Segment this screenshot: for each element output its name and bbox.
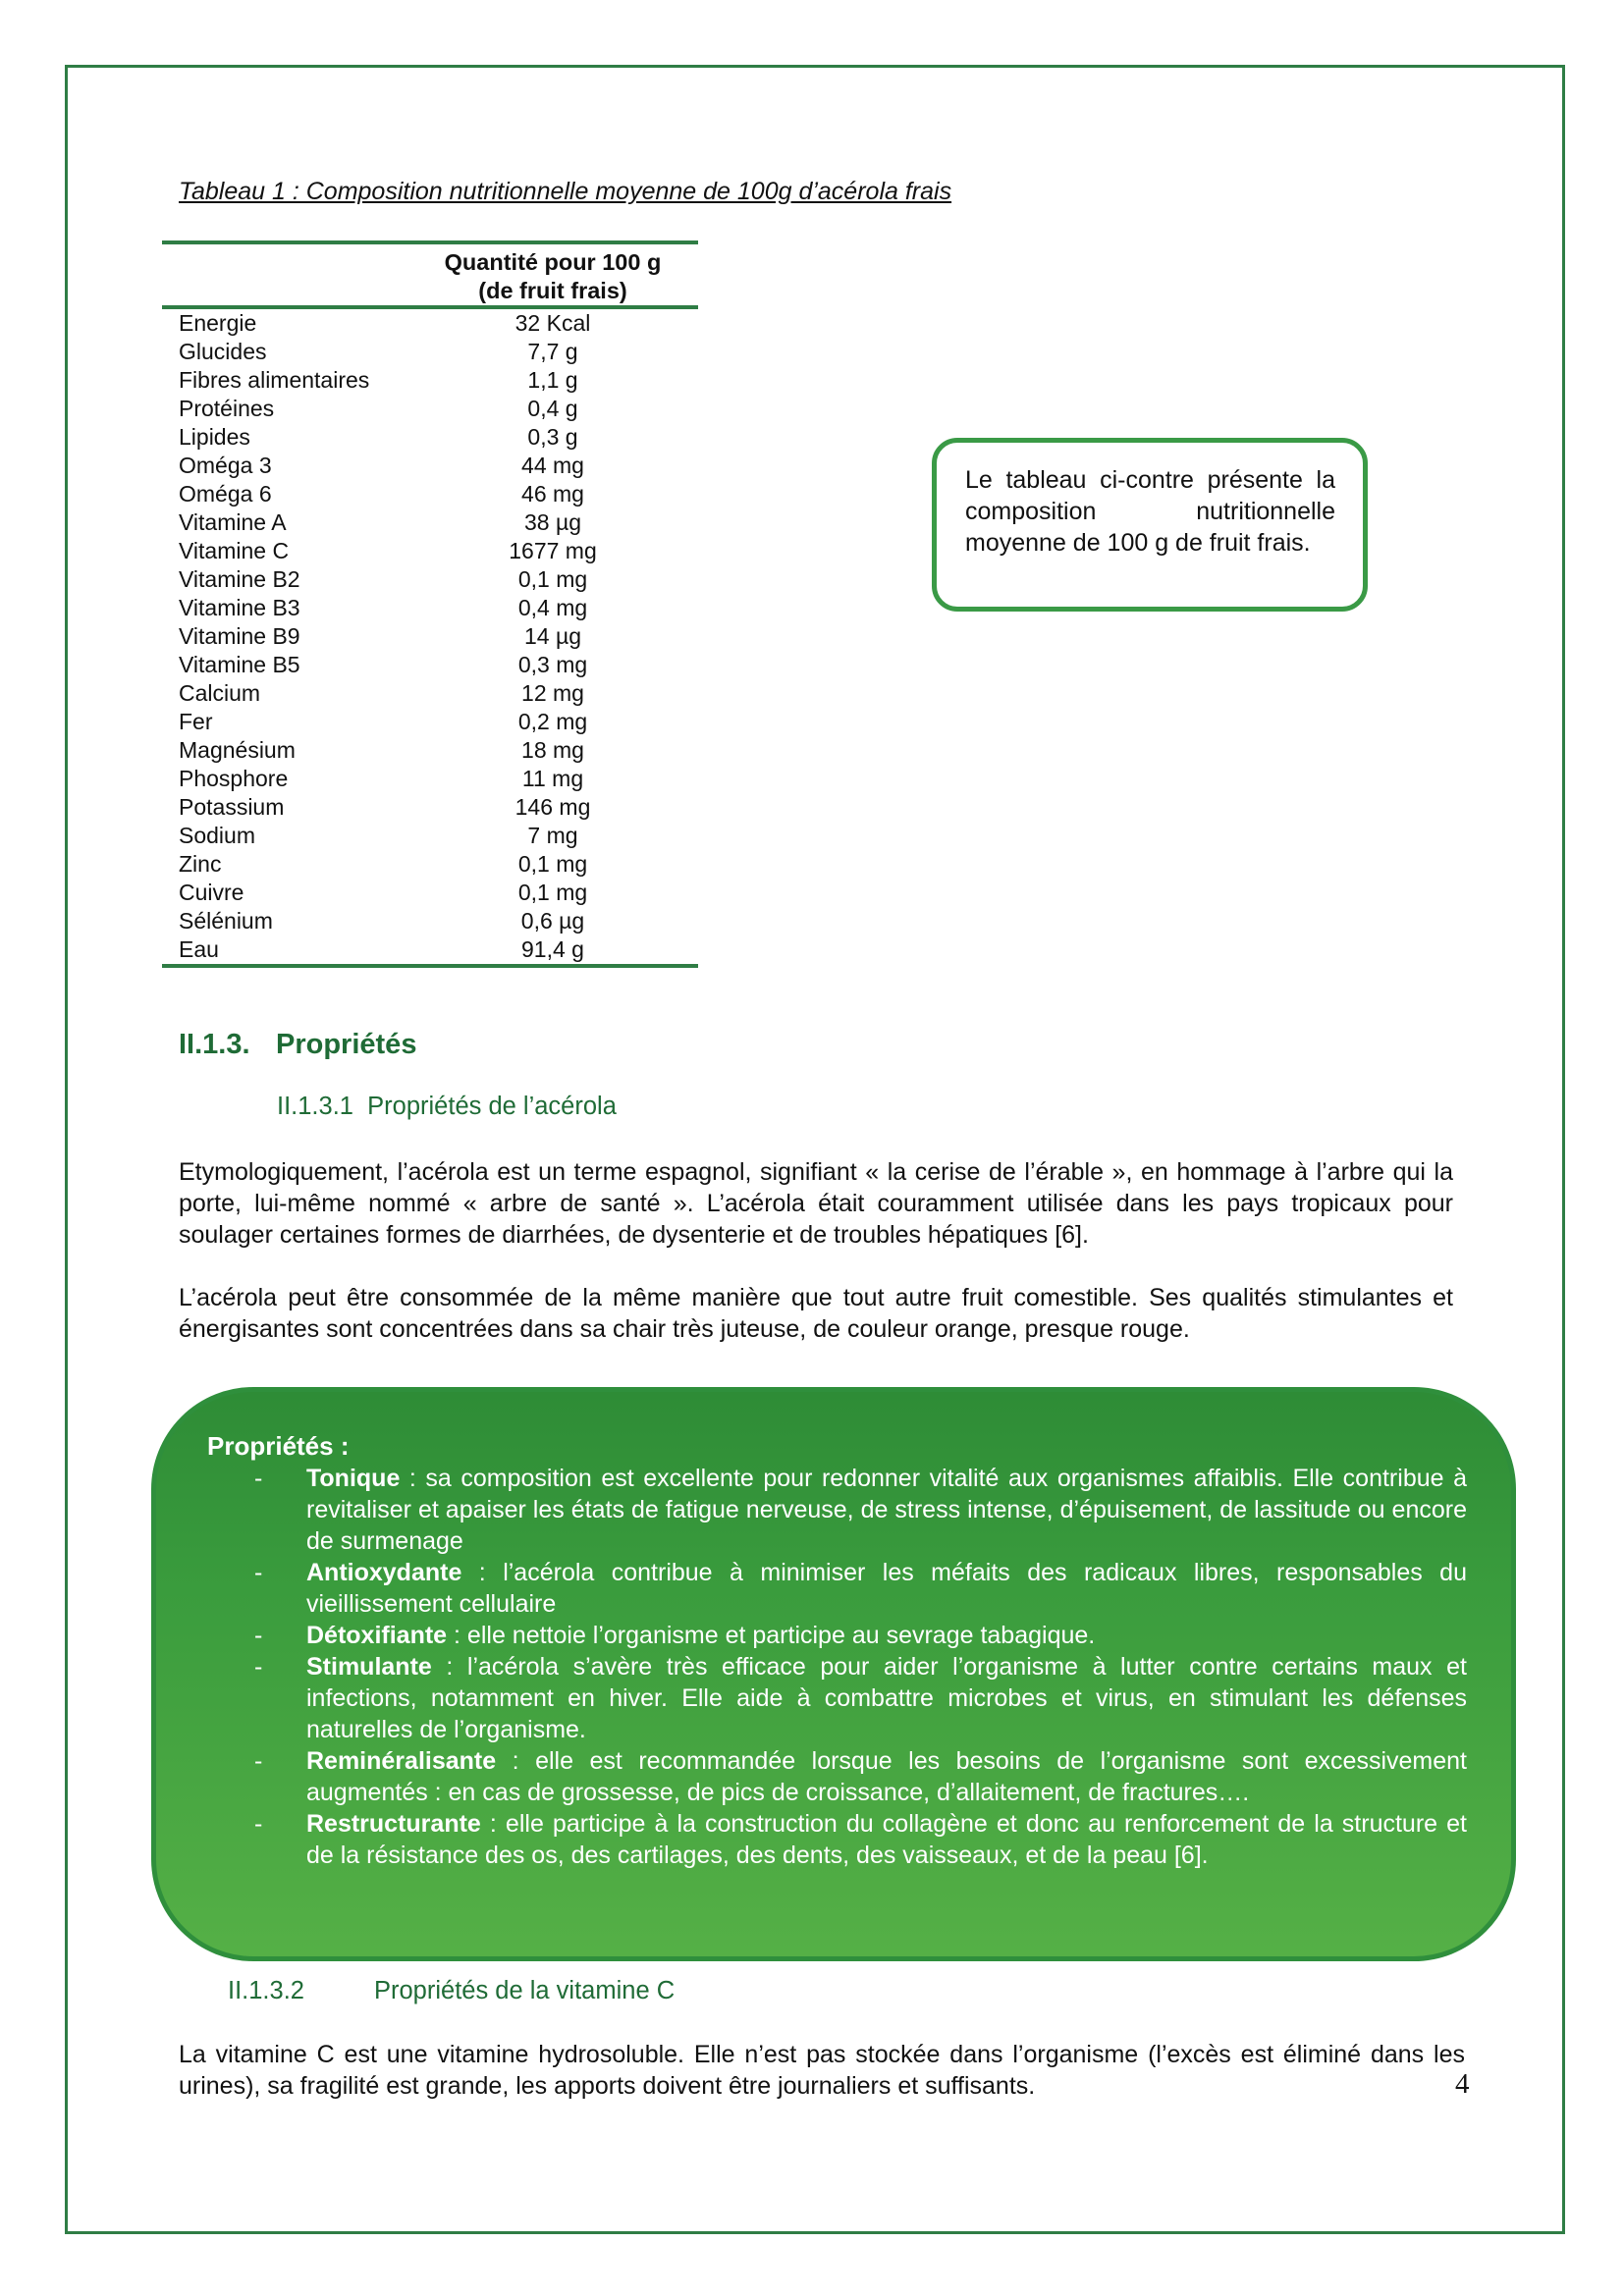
property-description: : elle participe à la construction du collagène et donc au renforcement de la structure et de la résistance des os, des cartilages, des dents, des vaisseaux, et de la peau [6]. [306,1810,1467,1869]
section-heading [179,1029,416,1061]
table-row [162,452,698,480]
subsection-2-number: II.1.3.2 [228,1977,304,2004]
table-row [162,423,698,452]
page-number: 4 [1455,2068,1470,2100]
bullet-dash: - [254,1810,263,1838]
nutrient-value: 46 mg [521,481,584,507]
bullet-dash: - [254,1747,263,1775]
nutrient-name: Fibres alimentaires [179,367,370,393]
nutrient-value: 0,3 g [527,424,578,450]
table-row [162,736,698,765]
nutrient-value: 0,2 mg [517,709,588,734]
nutrient-name: Sélénium [179,908,273,934]
paragraph-etymology: Etymologiquement, l’acérola est un terme espagnol, signifiant « la cerise de l’érable », en hommage à l’arbre qui la porte, lui-même nommé « arbre de santé ». L’acérola était couramment utilisée dans les pays tropicaux pour soulager certaines formes de diarrhées, de dysenterie et de troubles hépatiques [6]. [179,1158,1453,1249]
bullet-dash: - [254,1653,263,1681]
nutrient-value: 32 Kcal [514,310,591,336]
table-row [162,793,698,822]
bullet-dash: - [254,1559,263,1586]
properties-box [151,1387,1516,1961]
table-header-row [162,242,698,307]
nutrient-value: 91,4 g [407,935,698,966]
subsection-heading-1 [277,1093,617,1121]
nutrient-name: Lipides [179,424,250,450]
nutrient-value: 18 mg [521,737,584,763]
nutrient-name: Cuivre [179,880,244,905]
table-header-quantity [407,242,698,307]
nutrient-name: Vitamine B2 [179,566,300,592]
paragraph-vitamin-c: La vitamine C est une vitamine hydrosoluble. Elle n’est pas stockée dans l’organisme (l’excès est éliminé dans les urines), sa fragilité est grande, les apports doivent être journaliers et suffisants. [179,2041,1465,2100]
nutrient-name: Oméga 6 [179,481,272,507]
section-title: Propriétés [276,1029,417,1060]
table-row [162,480,698,508]
nutrient-value: 1677 mg [509,538,597,563]
table-row [162,338,698,366]
section-number: II.1.3. [179,1029,250,1060]
nutrient-value: 44 mg [521,453,584,478]
table-row [162,537,698,565]
table-row [162,907,698,935]
nutrient-name: Potassium [179,794,285,820]
nutrient-value: 0,1 mg [517,851,588,877]
table-row [162,395,698,423]
side-note-box: Le tableau ci-contre présente la composition nutritionnelle moyenne de 100 g de fruit frais. [932,438,1368,612]
table-header-empty [162,242,407,307]
property-description: : l’acérola contribue à minimiser les méfaits des radicaux libres, responsables du vieillissement cellulaire [306,1559,1467,1618]
table-header-line1: Quantité pour 100 g [444,249,662,275]
table-row [162,935,698,966]
nutrient-value: 38 µg [523,509,582,535]
property-term: Tonique [306,1465,401,1492]
nutrient-name: Vitamine B5 [179,652,300,677]
subsection-1-number: II.1.3.1 [277,1093,353,1120]
nutrient-name: Energie [179,310,257,336]
nutrient-value: 0,1 mg [517,566,588,592]
property-item [254,1745,1467,1808]
property-item [254,1463,1467,1557]
nutrient-name: Vitamine C [179,538,290,563]
subsection-1-title: Propriétés de l’acérola [367,1093,617,1120]
nutrient-name: Vitamine B3 [179,595,300,620]
property-term: Antioxydante [306,1559,462,1586]
table-row [162,651,698,679]
table-row [162,850,698,879]
nutrient-name: Magnésium [179,737,296,763]
paragraph-consumption: L’acérola peut être consommée de la même manière que tout autre fruit comestible. Ses qualités stimulantes et énergisantes sont concentrées dans sa chair très juteuse, de couleur orange, presque rouge. [179,1284,1453,1343]
subsection-2-title: Propriétés de la vitamine C [374,1977,676,2004]
nutrient-name: Eau [162,935,407,966]
property-item [254,1557,1467,1620]
nutrient-name: Sodium [179,823,255,848]
bullet-dash: - [254,1465,263,1492]
nutrient-value: 11 mg [521,766,584,791]
nutrient-name: Glucides [179,339,267,364]
bullet-dash: - [254,1622,263,1649]
subsection-heading-2 [228,1977,675,2005]
nutrient-name: Phosphore [179,766,289,791]
nutrition-table [162,240,698,968]
table-row [162,622,698,651]
property-description: : sa composition est excellente pour redonner vitalité aux organismes affaiblis. Elle contribue à revitaliser et apaiser les états de fatigue nerveuse, de stress intense, d’épuisement, de lassitude ou encore de surmenage [306,1465,1467,1555]
property-term: Reminéralisante [306,1747,497,1775]
table-row [162,822,698,850]
table-row [162,879,698,907]
nutrient-value: 0,4 mg [517,595,588,620]
properties-title: Propriétés : [207,1431,350,1461]
nutrient-value: 146 mg [514,794,591,820]
table-row [162,594,698,622]
property-description: : elle est recommandée lorsque les besoins de l’organisme sont excessivement augmentés : en cas de grossesse, de pics de croissance, d’allaitement, de fractures…. [306,1747,1467,1806]
nutrient-value: 7 mg [527,823,578,848]
property-item [254,1808,1467,1871]
nutrient-value: 0,3 mg [517,652,588,677]
property-description: : l’acérola s’avère très efficace pour aider l’organisme à lutter contre certains maux et infections, notamment en hiver. Elle aide à combattre microbes et virus, en stimulant les défenses naturelles de l’organisme. [306,1653,1467,1743]
property-term: Stimulante [306,1653,432,1681]
nutrient-name: Protéines [179,396,275,421]
table-row [162,708,698,736]
nutrient-name: Oméga 3 [179,453,272,478]
table-body [162,307,698,966]
property-term: Détoxifiante [306,1622,448,1649]
properties-list [156,1463,1511,1871]
table-caption: Tableau 1 : Composition nutritionnelle moyenne de 100g d’acérola frais [179,178,952,205]
nutrient-value: 14 µg [523,623,582,649]
nutrient-value: 0,1 mg [517,880,588,905]
table-row [162,565,698,594]
table-row [162,508,698,537]
table-header-line2: (de fruit frais) [478,278,627,303]
table-row [162,307,698,338]
nutrient-name: Fer [179,709,213,734]
nutrient-name: Zinc [179,851,222,877]
nutrient-name: Vitamine A [179,509,287,535]
property-description: : elle nettoie l’organisme et participe au sevrage tabagique. [447,1622,1096,1649]
nutrient-value: 12 mg [521,680,584,706]
nutrient-name: Vitamine B9 [179,623,300,649]
table-row [162,679,698,708]
nutrient-value: 7,7 g [527,339,578,364]
nutrient-name: Calcium [179,680,261,706]
nutrient-value: 1,1 g [527,367,578,393]
nutrient-value: 0,6 µg [520,908,585,934]
table-row [162,765,698,793]
property-term: Restructurante [306,1810,481,1838]
nutrient-value: 0,4 g [527,396,578,421]
property-item [254,1620,1467,1651]
property-item [254,1651,1467,1745]
table-row [162,366,698,395]
